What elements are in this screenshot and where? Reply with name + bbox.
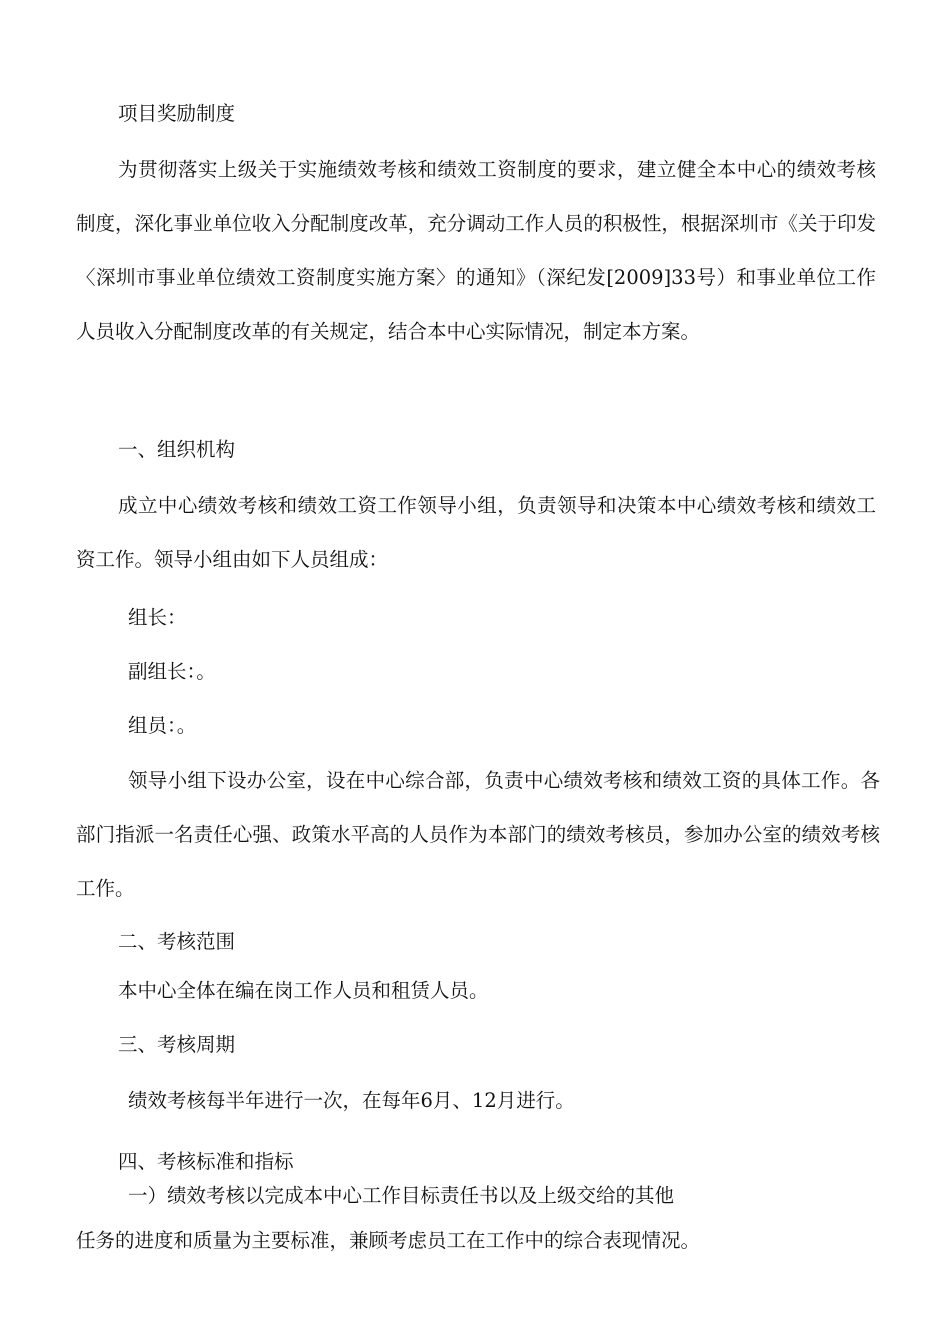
document-title: 项目奖励制度 (118, 102, 236, 125)
intro-paragraph: 为贯彻落实上级关于实施绩效考核和绩效工资制度的要求，建立健全本中心的绩效考核制度，深化事业单位收入分配制度改革，充分调动工作人员的积极性，根据深圳市《关于印发〈深圳市事业单位绩效工资制度实施方案〉的通知》（深纪发[2009]33号）和事业单位工作人员收入分配制度改革的有关规定，结合本中心实际情况，制定本方案。 (76, 158, 876, 343)
members-line: 组员：。 (128, 714, 197, 737)
section-4-heading: 四、考核标准和指标 (118, 1150, 294, 1173)
deputy-leader-line: 副组长：。 (128, 660, 216, 683)
section-4-item-1-line-1: 一）绩效考核以完成本中心工作目标责任书以及上级交给的其他 (128, 1184, 675, 1207)
section-1-body: 成立中心绩效考核和绩效工资工作领导小组，负责领导和决策本中心绩效考核和绩效工资工作。领导小组由如下人员组成： (76, 494, 876, 571)
section-4-item-1-line-2: 任务的进度和质量为主要标准，兼顾考虑员工在工作中的综合表现情况。 (76, 1229, 701, 1252)
section-3-heading: 三、考核周期 (118, 1033, 236, 1056)
section-2-heading: 二、考核范围 (118, 930, 236, 953)
leader-line: 组长： (128, 606, 187, 629)
section-2-body: 本中心全体在编在岗工作人员和租赁人员。 (118, 979, 489, 1002)
office-paragraph: 领导小组下设办公室，设在中心综合部，负责中心绩效考核和绩效工资的具体工作。各部门指派一名责任心强、政策水平高的人员作为本部门的绩效考核员，参加办公室的绩效考核工作。 (76, 769, 880, 900)
section-3-body: 绩效考核每半年进行一次，在每年6月、12月进行。 (128, 1089, 575, 1112)
section-1-heading: 一、组织机构 (118, 438, 236, 461)
